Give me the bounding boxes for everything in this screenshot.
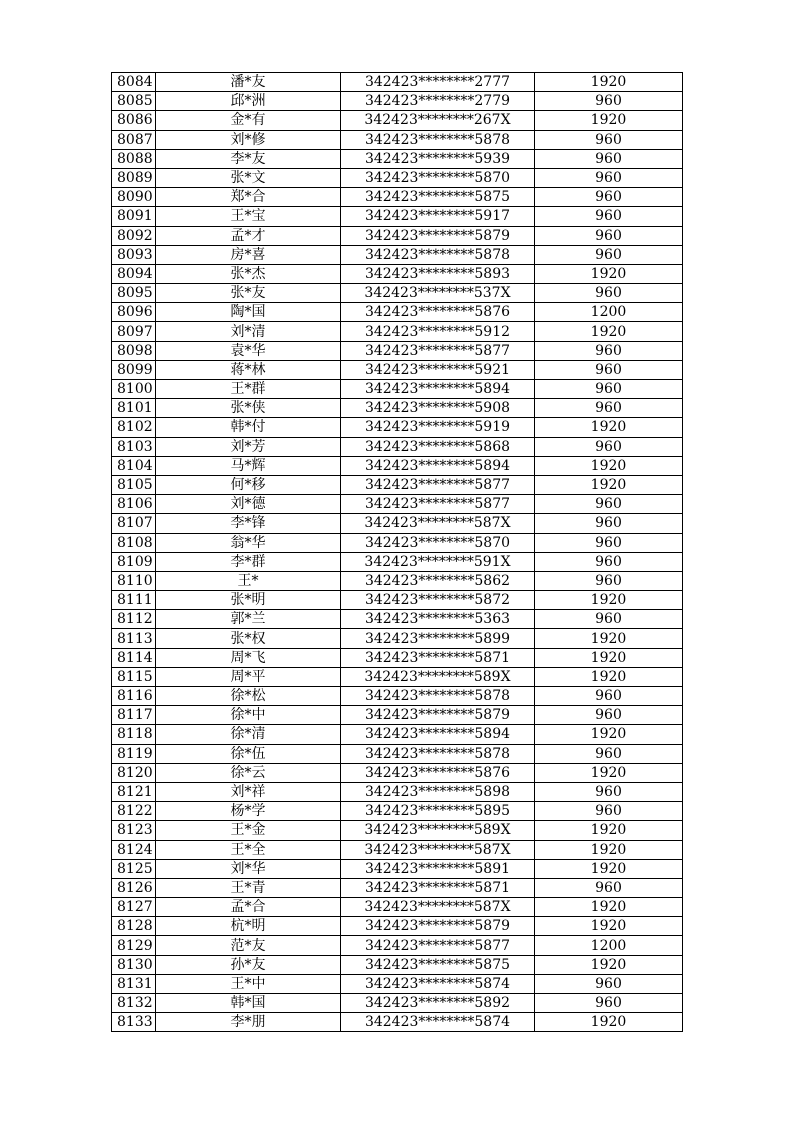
row-seq-cell: 8119 — [112, 744, 156, 763]
row-id-cell: 342423********587X — [341, 514, 535, 533]
row-amount-cell: 960 — [535, 552, 683, 571]
table-row — [112, 994, 683, 1013]
row-amount-cell: 960 — [535, 207, 683, 226]
row-id-cell: 342423********5894 — [341, 725, 535, 744]
row-name-cell: 李*朋 — [156, 1013, 341, 1032]
row-id-cell: 342423********5871 — [341, 648, 535, 667]
row-name-cell: 蒋*林 — [156, 360, 341, 379]
row-seq-cell: 8127 — [112, 898, 156, 917]
row-name-cell: 潘*友 — [156, 73, 341, 92]
records-body — [112, 73, 683, 1032]
row-name-cell: 张*友 — [156, 284, 341, 303]
table-row — [112, 591, 683, 610]
row-amount-cell: 960 — [535, 168, 683, 187]
table-row — [112, 687, 683, 706]
row-name-cell: 孟*才 — [156, 226, 341, 245]
row-amount-cell: 1920 — [535, 763, 683, 782]
row-amount-cell: 1920 — [535, 955, 683, 974]
row-name-cell: 房*喜 — [156, 245, 341, 264]
row-id-cell: 342423********5894 — [341, 380, 535, 399]
row-id-cell: 342423********5875 — [341, 955, 535, 974]
table-row — [112, 341, 683, 360]
table-row — [112, 303, 683, 322]
row-id-cell: 342423********5898 — [341, 782, 535, 801]
table-row — [112, 149, 683, 168]
table-row — [112, 475, 683, 494]
row-seq-cell: 8117 — [112, 706, 156, 725]
row-name-cell: 徐*中 — [156, 706, 341, 725]
row-id-cell: 342423********537X — [341, 284, 535, 303]
row-amount-cell: 960 — [535, 245, 683, 264]
row-name-cell: 徐*云 — [156, 763, 341, 782]
table-row — [112, 878, 683, 897]
row-name-cell: 何*移 — [156, 475, 341, 494]
row-seq-cell: 8115 — [112, 667, 156, 686]
row-name-cell: 刘*德 — [156, 495, 341, 514]
table-row — [112, 188, 683, 207]
row-id-cell: 342423********5877 — [341, 936, 535, 955]
row-name-cell: 徐*清 — [156, 725, 341, 744]
row-id-cell: 342423********587X — [341, 898, 535, 917]
row-id-cell: 342423********5874 — [341, 974, 535, 993]
row-seq-cell: 8113 — [112, 629, 156, 648]
row-amount-cell: 960 — [535, 380, 683, 399]
row-id-cell: 342423********5879 — [341, 706, 535, 725]
table-row — [112, 111, 683, 130]
table-row — [112, 859, 683, 878]
row-amount-cell: 1920 — [535, 821, 683, 840]
row-seq-cell: 8129 — [112, 936, 156, 955]
row-amount-cell: 1920 — [535, 264, 683, 283]
row-seq-cell: 8111 — [112, 591, 156, 610]
table-row — [112, 955, 683, 974]
row-name-cell: 郭*兰 — [156, 610, 341, 629]
row-amount-cell: 960 — [535, 706, 683, 725]
row-amount-cell: 1920 — [535, 725, 683, 744]
row-id-cell: 342423********5877 — [341, 341, 535, 360]
row-name-cell: 刘*祥 — [156, 782, 341, 801]
table-row — [112, 821, 683, 840]
row-name-cell: 徐*伍 — [156, 744, 341, 763]
row-name-cell: 陶*国 — [156, 303, 341, 322]
records-table — [111, 72, 683, 1032]
table-row — [112, 380, 683, 399]
row-amount-cell: 1920 — [535, 73, 683, 92]
row-id-cell: 342423********5891 — [341, 859, 535, 878]
row-seq-cell: 8087 — [112, 130, 156, 149]
row-name-cell: 邱*洲 — [156, 92, 341, 111]
row-seq-cell: 8106 — [112, 495, 156, 514]
row-name-cell: 孟*合 — [156, 898, 341, 917]
row-id-cell: 342423********591X — [341, 552, 535, 571]
row-name-cell: 李*锋 — [156, 514, 341, 533]
row-name-cell: 王*宝 — [156, 207, 341, 226]
row-seq-cell: 8103 — [112, 437, 156, 456]
row-seq-cell: 8088 — [112, 149, 156, 168]
row-id-cell: 342423********5879 — [341, 226, 535, 245]
row-seq-cell: 8100 — [112, 380, 156, 399]
row-seq-cell: 8092 — [112, 226, 156, 245]
row-seq-cell: 8099 — [112, 360, 156, 379]
row-amount-cell: 960 — [535, 360, 683, 379]
table-row — [112, 168, 683, 187]
row-name-cell: 杨*学 — [156, 802, 341, 821]
row-id-cell: 342423********5878 — [341, 744, 535, 763]
table-row — [112, 322, 683, 341]
row-amount-cell: 1920 — [535, 667, 683, 686]
row-seq-cell: 8098 — [112, 341, 156, 360]
row-seq-cell: 8120 — [112, 763, 156, 782]
table-row — [112, 284, 683, 303]
table-row — [112, 399, 683, 418]
row-seq-cell: 8084 — [112, 73, 156, 92]
row-amount-cell: 960 — [535, 744, 683, 763]
row-amount-cell: 1920 — [535, 1013, 683, 1032]
row-id-cell: 342423********5875 — [341, 188, 535, 207]
table-row — [112, 552, 683, 571]
row-name-cell: 孙*友 — [156, 955, 341, 974]
table-row — [112, 226, 683, 245]
row-amount-cell: 1920 — [535, 111, 683, 130]
row-name-cell: 马*辉 — [156, 456, 341, 475]
row-name-cell: 张*权 — [156, 629, 341, 648]
row-name-cell: 韩*付 — [156, 418, 341, 437]
row-id-cell: 342423********5939 — [341, 149, 535, 168]
row-seq-cell: 8126 — [112, 878, 156, 897]
row-amount-cell: 960 — [535, 92, 683, 111]
row-amount-cell: 1920 — [535, 418, 683, 437]
row-id-cell: 342423********5870 — [341, 168, 535, 187]
table-row — [112, 898, 683, 917]
row-seq-cell: 8118 — [112, 725, 156, 744]
row-amount-cell: 960 — [535, 974, 683, 993]
row-id-cell: 342423********5921 — [341, 360, 535, 379]
row-name-cell: 张*杰 — [156, 264, 341, 283]
row-seq-cell: 8093 — [112, 245, 156, 264]
row-name-cell: 杭*明 — [156, 917, 341, 936]
row-name-cell: 袁*华 — [156, 341, 341, 360]
row-amount-cell: 960 — [535, 341, 683, 360]
row-id-cell: 342423********5892 — [341, 994, 535, 1013]
row-id-cell: 342423********5879 — [341, 917, 535, 936]
row-name-cell: 翁*华 — [156, 533, 341, 552]
row-seq-cell: 8133 — [112, 1013, 156, 1032]
table-row — [112, 514, 683, 533]
row-id-cell: 342423********5868 — [341, 437, 535, 456]
row-amount-cell: 1920 — [535, 898, 683, 917]
row-seq-cell: 8101 — [112, 399, 156, 418]
row-amount-cell: 960 — [535, 495, 683, 514]
row-name-cell: 刘*修 — [156, 130, 341, 149]
row-seq-cell: 8085 — [112, 92, 156, 111]
row-id-cell: 342423********589X — [341, 667, 535, 686]
table-row — [112, 610, 683, 629]
row-name-cell: 张*明 — [156, 591, 341, 610]
table-row — [112, 725, 683, 744]
table-row — [112, 456, 683, 475]
row-id-cell: 342423********5895 — [341, 802, 535, 821]
row-seq-cell: 8110 — [112, 571, 156, 590]
row-amount-cell: 960 — [535, 437, 683, 456]
row-seq-cell: 8109 — [112, 552, 156, 571]
row-name-cell: 郑*合 — [156, 188, 341, 207]
row-name-cell: 李*群 — [156, 552, 341, 571]
row-id-cell: 342423********5917 — [341, 207, 535, 226]
row-seq-cell: 8130 — [112, 955, 156, 974]
row-name-cell: 张*侠 — [156, 399, 341, 418]
table-row — [112, 629, 683, 648]
row-id-cell: 342423********5908 — [341, 399, 535, 418]
row-id-cell: 342423********5363 — [341, 610, 535, 629]
table-row — [112, 667, 683, 686]
row-seq-cell: 8089 — [112, 168, 156, 187]
row-seq-cell: 8104 — [112, 456, 156, 475]
row-amount-cell: 960 — [535, 226, 683, 245]
row-amount-cell: 960 — [535, 571, 683, 590]
row-id-cell: 342423********5919 — [341, 418, 535, 437]
table-row — [112, 92, 683, 111]
row-name-cell: 张*文 — [156, 168, 341, 187]
row-amount-cell: 960 — [535, 878, 683, 897]
row-seq-cell: 8108 — [112, 533, 156, 552]
row-amount-cell: 1920 — [535, 322, 683, 341]
row-id-cell: 342423********5894 — [341, 456, 535, 475]
row-id-cell: 342423********2779 — [341, 92, 535, 111]
row-amount-cell: 960 — [535, 687, 683, 706]
row-seq-cell: 8124 — [112, 840, 156, 859]
table-row — [112, 130, 683, 149]
row-amount-cell: 1200 — [535, 303, 683, 322]
row-seq-cell: 8097 — [112, 322, 156, 341]
row-amount-cell: 1920 — [535, 840, 683, 859]
table-row — [112, 744, 683, 763]
row-id-cell: 342423********5862 — [341, 571, 535, 590]
row-id-cell: 342423********5874 — [341, 1013, 535, 1032]
row-id-cell: 342423********5876 — [341, 303, 535, 322]
row-amount-cell: 1200 — [535, 936, 683, 955]
row-id-cell: 342423********5893 — [341, 264, 535, 283]
row-seq-cell: 8114 — [112, 648, 156, 667]
row-id-cell: 342423********5872 — [341, 591, 535, 610]
table-row — [112, 802, 683, 821]
table-row — [112, 418, 683, 437]
row-name-cell: 王*金 — [156, 821, 341, 840]
row-seq-cell: 8091 — [112, 207, 156, 226]
row-amount-cell: 1920 — [535, 917, 683, 936]
row-seq-cell: 8090 — [112, 188, 156, 207]
table-row — [112, 782, 683, 801]
row-amount-cell: 960 — [535, 188, 683, 207]
row-name-cell: 王*群 — [156, 380, 341, 399]
table-row — [112, 706, 683, 725]
row-id-cell: 342423********267X — [341, 111, 535, 130]
table-row — [112, 207, 683, 226]
row-seq-cell: 8132 — [112, 994, 156, 1013]
row-name-cell: 范*友 — [156, 936, 341, 955]
row-name-cell: 金*有 — [156, 111, 341, 130]
row-seq-cell: 8086 — [112, 111, 156, 130]
row-amount-cell: 960 — [535, 284, 683, 303]
row-seq-cell: 8094 — [112, 264, 156, 283]
row-id-cell: 342423********5899 — [341, 629, 535, 648]
row-id-cell: 342423********589X — [341, 821, 535, 840]
table-row — [112, 73, 683, 92]
table-row — [112, 360, 683, 379]
row-name-cell: 李*友 — [156, 149, 341, 168]
row-seq-cell: 8121 — [112, 782, 156, 801]
row-id-cell: 342423********587X — [341, 840, 535, 859]
row-name-cell: 刘*芳 — [156, 437, 341, 456]
table-row — [112, 917, 683, 936]
row-amount-cell: 960 — [535, 399, 683, 418]
table-row — [112, 571, 683, 590]
row-amount-cell: 960 — [535, 994, 683, 1013]
row-name-cell: 刘*清 — [156, 322, 341, 341]
table-row — [112, 245, 683, 264]
row-id-cell: 342423********5878 — [341, 687, 535, 706]
row-amount-cell: 960 — [535, 130, 683, 149]
row-amount-cell: 1920 — [535, 859, 683, 878]
row-amount-cell: 960 — [535, 610, 683, 629]
row-seq-cell: 8122 — [112, 802, 156, 821]
row-amount-cell: 1920 — [535, 648, 683, 667]
table-row — [112, 936, 683, 955]
row-id-cell: 342423********5877 — [341, 495, 535, 514]
row-seq-cell: 8128 — [112, 917, 156, 936]
row-amount-cell: 960 — [535, 533, 683, 552]
row-name-cell: 刘*华 — [156, 859, 341, 878]
row-seq-cell: 8116 — [112, 687, 156, 706]
row-amount-cell: 1920 — [535, 456, 683, 475]
row-seq-cell: 8095 — [112, 284, 156, 303]
row-seq-cell: 8123 — [112, 821, 156, 840]
row-id-cell: 342423********5876 — [341, 763, 535, 782]
row-name-cell: 王*青 — [156, 878, 341, 897]
table-row — [112, 264, 683, 283]
row-amount-cell: 960 — [535, 782, 683, 801]
table-row — [112, 533, 683, 552]
row-name-cell: 徐*松 — [156, 687, 341, 706]
row-id-cell: 342423********5878 — [341, 245, 535, 264]
row-amount-cell: 1920 — [535, 629, 683, 648]
row-seq-cell: 8131 — [112, 974, 156, 993]
table-row — [112, 1013, 683, 1032]
row-seq-cell: 8112 — [112, 610, 156, 629]
table-row — [112, 763, 683, 782]
row-seq-cell: 8096 — [112, 303, 156, 322]
row-id-cell: 342423********5877 — [341, 475, 535, 494]
table-row — [112, 648, 683, 667]
row-seq-cell: 8107 — [112, 514, 156, 533]
row-name-cell: 韩*国 — [156, 994, 341, 1013]
row-id-cell: 342423********5871 — [341, 878, 535, 897]
row-amount-cell: 960 — [535, 514, 683, 533]
table-row — [112, 840, 683, 859]
row-name-cell: 王*中 — [156, 974, 341, 993]
table-row — [112, 974, 683, 993]
row-name-cell: 王* — [156, 571, 341, 590]
row-name-cell: 周*平 — [156, 667, 341, 686]
table-row — [112, 437, 683, 456]
row-amount-cell: 960 — [535, 149, 683, 168]
row-name-cell: 王*全 — [156, 840, 341, 859]
row-seq-cell: 8125 — [112, 859, 156, 878]
row-id-cell: 342423********5878 — [341, 130, 535, 149]
row-name-cell: 周*飞 — [156, 648, 341, 667]
row-id-cell: 342423********2777 — [341, 73, 535, 92]
row-amount-cell: 1920 — [535, 475, 683, 494]
row-id-cell: 342423********5870 — [341, 533, 535, 552]
row-amount-cell: 960 — [535, 802, 683, 821]
row-seq-cell: 8105 — [112, 475, 156, 494]
row-seq-cell: 8102 — [112, 418, 156, 437]
table-row — [112, 495, 683, 514]
row-amount-cell: 1920 — [535, 591, 683, 610]
row-id-cell: 342423********5912 — [341, 322, 535, 341]
